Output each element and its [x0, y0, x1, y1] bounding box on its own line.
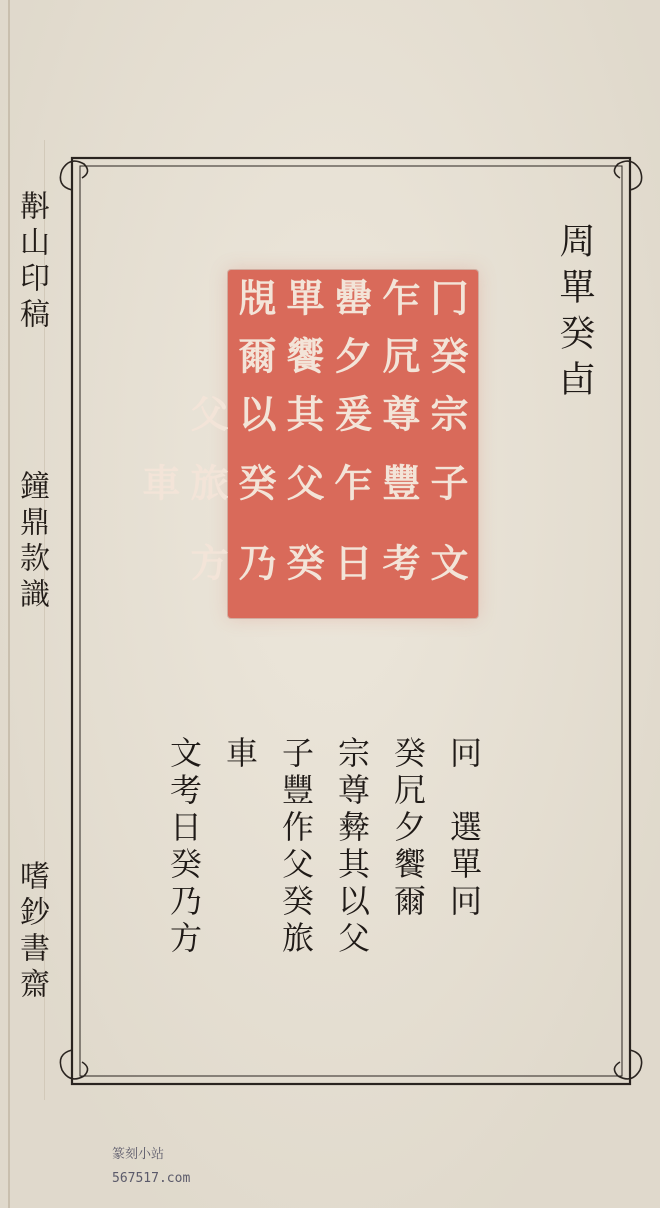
watermark — [112, 1143, 190, 1191]
seal-column: 冂乍罍單覑 — [232, 278, 469, 318]
transcription-column: 宗尊彜其以父 — [333, 736, 371, 958]
seal-inscription — [136, 278, 470, 610]
margin-subtitle: 鐘鼎款識 — [14, 470, 49, 614]
transcription-column: 文考日癸乃方 — [165, 736, 203, 958]
seal-column: 宗尊爰其以父 — [184, 393, 469, 434]
seal-impression — [136, 270, 478, 618]
transcription-column: 冋 選單冋 — [445, 736, 483, 921]
margin-studio: 嗜鈔書齋 — [14, 860, 49, 1004]
inscription-transcription — [165, 736, 492, 966]
watermark-line2: 567517.com — [112, 1171, 191, 1186]
watermark-line1: 篆刻小站 — [112, 1147, 165, 1162]
seal-column: 子豐乍父癸旅車 — [136, 462, 469, 503]
seal-caption: 周單癸卣 — [554, 222, 595, 406]
seal-column: 文考日癸乃方 — [184, 542, 469, 583]
seal-column: 癸凥夕饗爾 — [232, 335, 469, 376]
transcription-column: 癸凥夕饗爾 — [389, 736, 427, 921]
transcription-column: 子豐作父癸旅車 — [221, 736, 315, 958]
margin-title: 斠山印稿 — [14, 190, 49, 334]
